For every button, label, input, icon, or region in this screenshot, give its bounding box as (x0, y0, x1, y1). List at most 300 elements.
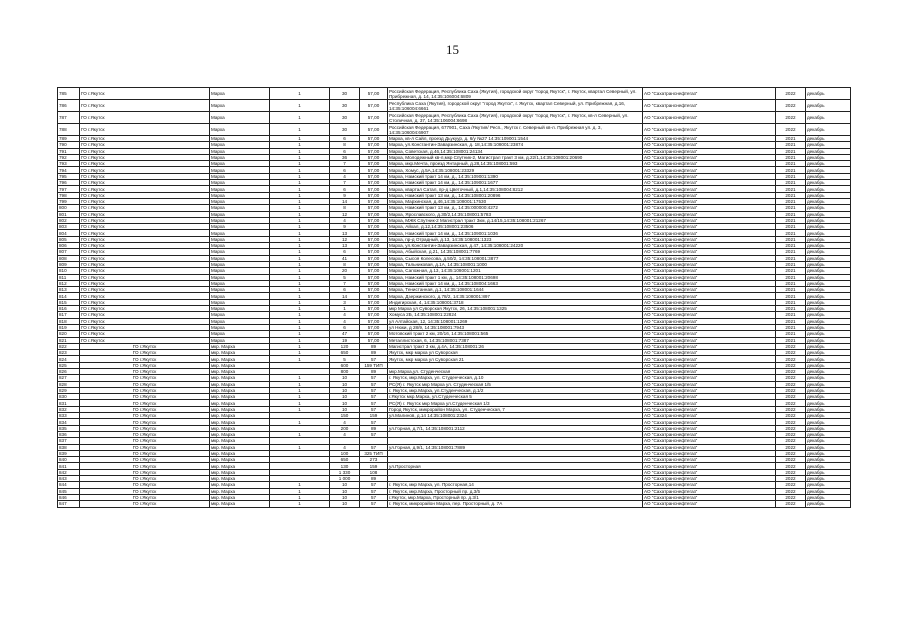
cell-organization: АО "Сахатранснефтегаз" (643, 331, 776, 337)
cell-diameter: 57 (360, 406, 388, 412)
cell-address: Марха, Намский тракт 13 км, д., 14:35:000000:4272 (388, 205, 643, 211)
cell-length: 4 (330, 312, 360, 318)
cell-address: Марха, Тальниковая, д.1А, 14:35:108001:1000 (388, 261, 643, 267)
cell-address: Мотовский тракт 2 км, 20/16, 14:35:108001:565 (388, 331, 643, 337)
cell-length: 7 (330, 161, 360, 167)
cell-month: декабрь (806, 124, 851, 136)
cell-address: Марха, квартал Сатал, пр-д Цветочный, д.1,14:35:108004:8212 (388, 186, 643, 192)
cell-length: 8 (330, 261, 360, 267)
cell-territory: ГО г.Якутск (80, 230, 210, 236)
cell-row-number: 815 (58, 299, 80, 305)
cell-row-number: 835 (58, 425, 80, 431)
cell-territory: ГО г.Якутск (80, 368, 210, 374)
cell-row-number: 803 (58, 224, 80, 230)
cell-inputs-count: 1 (270, 142, 330, 148)
cell-territory: ГО г.Якутск (80, 450, 210, 456)
cell-organization: АО "Сахатранснефтегаз" (643, 268, 776, 274)
cell-diameter: 57,00 (360, 161, 388, 167)
cell-territory: ГО г.Якутск (80, 100, 210, 112)
cell-diameter: 57 (360, 494, 388, 500)
cell-address: ул Алтайская, 12, 14:35:108001:1269 (388, 318, 643, 324)
cell-diameter: 57,00 (360, 88, 388, 100)
cell-territory: ГО г.Якутск (80, 198, 210, 204)
cell-year: 2021 (776, 331, 806, 337)
cell-organization: АО "Сахатранснефтегаз" (643, 255, 776, 261)
cell-row-number: 832 (58, 406, 80, 412)
cell-length: 13 (330, 243, 360, 249)
cell-address: Марха, Сапожная, д.13, 14:35:108001:1201 (388, 268, 643, 274)
cell-year: 2021 (776, 318, 806, 324)
cell-settlement: Марха (210, 299, 270, 305)
cell-inputs-count: 1 (270, 287, 330, 293)
cell-inputs-count: 1 (270, 224, 330, 230)
cell-length: 6 (330, 167, 360, 173)
cell-territory: ГО г.Якутск (80, 501, 210, 507)
table-row (58, 501, 851, 507)
cell-year: 2021 (776, 243, 806, 249)
cell-length: 10 (330, 488, 360, 494)
cell-territory: ГО г.Якутск (80, 205, 210, 211)
cell-inputs-count: 1 (270, 198, 330, 204)
cell-length: 10 (330, 501, 360, 507)
cell-year: 2022 (776, 394, 806, 400)
cell-settlement: мкр. Марха (210, 457, 270, 463)
cell-territory: ГО г.Якутск (80, 142, 210, 148)
cell-year: 2022 (776, 494, 806, 500)
cell-month: декабрь (806, 198, 851, 204)
cell-organization: АО "Сахатранснефтегаз" (643, 406, 776, 412)
cell-row-number: 785 (58, 88, 80, 100)
cell-length: 41 (330, 255, 360, 261)
cell-organization: АО "Сахатранснефтегаз" (643, 324, 776, 330)
cell-diameter: 57,00 (360, 192, 388, 198)
cell-year: 2021 (776, 230, 806, 236)
cell-territory: ГО г.Якутск (80, 280, 210, 286)
cell-address: Республика Саха (Якутия), городской округ "город Якутск", г. Якутск, квартал Северный, ул. Прибрежная, д.16, 14:35:106004:6661 (388, 100, 643, 112)
cell-year: 2021 (776, 299, 806, 305)
cell-year: 2021 (776, 280, 806, 286)
cell-month: декабрь (806, 482, 851, 488)
cell-year: 2021 (776, 205, 806, 211)
cell-inputs-count: 1 (270, 148, 330, 154)
cell-month: декабрь (806, 368, 851, 374)
cell-inputs-count: 1 (270, 482, 330, 488)
cell-territory: ГО г.Якутск (80, 306, 210, 312)
cell-address: Марха, Хомус, д.5А,14:35:108001:23329 (388, 167, 643, 173)
cell-organization: АО "Сахатранснефтегаз" (643, 419, 776, 425)
cell-month: декабрь (806, 450, 851, 456)
cell-row-number: 801 (58, 211, 80, 217)
cell-month: декабрь (806, 494, 851, 500)
cell-row-number: 814 (58, 293, 80, 299)
cell-organization: АО "Сахатранснефтегаз" (643, 217, 776, 223)
cell-row-number: 812 (58, 280, 80, 286)
cell-year: 2021 (776, 293, 806, 299)
cell-organization: АО "Сахатранснефтегаз" (643, 173, 776, 179)
cell-length: 12 (330, 211, 360, 217)
cell-month: декабрь (806, 255, 851, 261)
cell-diameter: 89 (360, 425, 388, 431)
cell-settlement: Марха (210, 88, 270, 100)
cell-diameter: 57,00 (360, 299, 388, 305)
cell-length: 200 (330, 425, 360, 431)
cell-organization: АО "Сахатранснефтегаз" (643, 230, 776, 236)
cell-territory: ГО г.Якутск (80, 224, 210, 230)
cell-address: мкр Марха ул Суворская Якутск, 26, 14:35:108001:1325 (388, 306, 643, 312)
cell-address: ул.Горная, д.7/1, 14:35:108001:2112 (388, 425, 643, 431)
cell-row-number: 804 (58, 230, 80, 236)
cell-diameter: 57 (360, 482, 388, 488)
cell-territory: ГО г.Якутск (80, 88, 210, 100)
cell-settlement: Марха (210, 224, 270, 230)
cell-territory: ГО г.Якутск (80, 274, 210, 280)
cell-length: 600 (330, 362, 360, 368)
cell-row-number: 834 (58, 419, 80, 425)
cell-year: 2022 (776, 368, 806, 374)
cell-territory: ГО г.Якутск (80, 343, 210, 349)
cell-row-number: 838 (58, 444, 80, 450)
cell-address: Марха, ул.Константин-Заварзинская, д.47, 14:35:108001:24220 (388, 243, 643, 249)
cell-address: Российская Федерация, Республика Саха (Якутия), городской округ "город Якутск", г. Якутск, квартал Северный, ул. Прибрежная, д. 14, 14:35:106004:6809 (388, 88, 643, 100)
gas-connections-table (57, 87, 851, 508)
cell-row-number: 827 (58, 375, 80, 381)
cell-address: Марха, Намский тракт 14 км, д., 14:35:108004:1663 (388, 280, 643, 286)
cell-organization: АО "Сахатранснефтегаз" (643, 476, 776, 482)
cell-address: г. Якутск, мкр.Марха, ул.Студенческая, д.1/2 (388, 387, 643, 393)
cell-address: Марха, пр-д Отрадный, д.13, 14:35:108001:1323 (388, 236, 643, 242)
cell-month: декабрь (806, 280, 851, 286)
cell-month: декабрь (806, 406, 851, 412)
cell-month: декабрь (806, 173, 851, 179)
cell-month: декабрь (806, 381, 851, 387)
cell-year: 2022 (776, 88, 806, 100)
cell-month: декабрь (806, 375, 851, 381)
cell-length: 4 (330, 173, 360, 179)
cell-diameter: 57,00 (360, 112, 388, 124)
cell-year: 2022 (776, 356, 806, 362)
cell-year: 2021 (776, 211, 806, 217)
cell-row-number: 823 (58, 350, 80, 356)
cell-address: Марха, Намский тракт 13 км, д., 14:35:108001:20896 (388, 192, 643, 198)
cell-month: декабрь (806, 438, 851, 444)
cell-year: 2022 (776, 362, 806, 368)
cell-organization: АО "Сахатранснефтегаз" (643, 501, 776, 507)
table-row (58, 112, 851, 124)
cell-row-number: 810 (58, 268, 80, 274)
cell-month: декабрь (806, 100, 851, 112)
cell-settlement: Марха (210, 124, 270, 136)
cell-inputs-count: 1 (270, 167, 330, 173)
cell-address: Якутск, мкр марха ул Суворская (388, 350, 643, 356)
cell-settlement: мкр. Марха (210, 356, 270, 362)
cell-address: Марха, Намский тракт 14 км, д., 14:35:109001:1036 (388, 230, 643, 236)
cell-territory: ГО г.Якутск (80, 413, 210, 419)
cell-territory: ГО г.Якутск (80, 337, 210, 343)
cell-length: 120 (330, 343, 360, 349)
cell-territory: ГО г.Якутск (80, 463, 210, 469)
cell-diameter: 89 (360, 343, 388, 349)
cell-row-number: 824 (58, 356, 80, 362)
cell-inputs-count: 1 (270, 306, 330, 312)
cell-inputs-count: 1 (270, 324, 330, 330)
table-body (58, 88, 851, 508)
cell-month: декабрь (806, 142, 851, 148)
cell-territory: ГО г.Якутск (80, 362, 210, 368)
cell-address: Металлистская, 6, 14:35:108001:7387 (388, 337, 643, 343)
cell-settlement: мкр. Марха (210, 482, 270, 488)
cell-territory: ГО г.Якутск (80, 318, 210, 324)
cell-address: Марха, Намский тракт 1 км, д., 14:35:108001:20698 (388, 274, 643, 280)
cell-address: Марха, Намский тракт 14 км, д., 14:35:109001:1677 (388, 180, 643, 186)
cell-diameter: 57,00 (360, 198, 388, 204)
cell-diameter: 57,00 (360, 124, 388, 136)
cell-diameter: 89 (360, 476, 388, 482)
cell-length: 100 (330, 450, 360, 456)
cell-year: 2021 (776, 306, 806, 312)
cell-length: 4 (330, 217, 360, 223)
cell-year: 2021 (776, 186, 806, 192)
cell-length: 10 (330, 394, 360, 400)
cell-diameter: 57,00 (360, 274, 388, 280)
cell-settlement: мкр. Марха (210, 375, 270, 381)
cell-row-number: 795 (58, 173, 80, 179)
cell-settlement: мкр. Марха (210, 362, 270, 368)
cell-address: ул Нюки, д 28/9, 14:35:108001:7943 (388, 324, 643, 330)
cell-month: декабрь (806, 205, 851, 211)
cell-month: декабрь (806, 293, 851, 299)
cell-settlement: Марха (210, 148, 270, 154)
cell-row-number: 820 (58, 331, 80, 337)
cell-inputs-count: 1 (270, 381, 330, 387)
cell-month: декабрь (806, 167, 851, 173)
cell-row-number: 793 (58, 161, 80, 167)
cell-row-number: 828 (58, 381, 80, 387)
cell-row-number: 817 (58, 312, 80, 318)
cell-month: декабрь (806, 394, 851, 400)
cell-inputs-count: 1 (270, 211, 330, 217)
cell-organization: АО "Сахатранснефтегаз" (643, 368, 776, 374)
cell-row-number: 797 (58, 186, 80, 192)
cell-month: декабрь (806, 318, 851, 324)
cell-address: ул.Малинов, д.14 14:35:108001:2324 (388, 413, 643, 419)
cell-organization: АО "Сахатранснефтегаз" (643, 100, 776, 112)
cell-diameter: 57,00 (360, 224, 388, 230)
cell-address: г.Якутск мкр.Марха, ул.Студенческая 5 (388, 394, 643, 400)
cell-length: 800 (330, 368, 360, 374)
cell-row-number: 839 (58, 450, 80, 456)
cell-territory: ГО г.Якутск (80, 312, 210, 318)
cell-diameter: 57 (360, 375, 388, 381)
cell-length: 4 (330, 431, 360, 437)
cell-territory: ГО г.Якутск (80, 299, 210, 305)
cell-territory: ГО г.Якутск (80, 192, 210, 198)
cell-diameter: 57,00 (360, 217, 388, 223)
cell-settlement: мкр. Марха (210, 444, 270, 450)
cell-organization: АО "Сахатранснефтегаз" (643, 142, 776, 148)
cell-territory: ГО г.Якутск (80, 331, 210, 337)
cell-year: 2021 (776, 148, 806, 154)
cell-inputs-count: 1 (270, 494, 330, 500)
cell-settlement: Марха (210, 261, 270, 267)
cell-diameter: 57 (360, 400, 388, 406)
cell-row-number: 840 (58, 457, 80, 463)
cell-address: Марха, Сысоя Колесова, д.50/2, 14:35:108001:3877 (388, 255, 643, 261)
cell-month: декабрь (806, 112, 851, 124)
cell-row-number: 789 (58, 136, 80, 142)
cell-settlement: мкр. Марха (210, 400, 270, 406)
cell-inputs-count: 1 (270, 318, 330, 324)
cell-inputs-count: 1 (270, 387, 330, 393)
cell-organization: АО "Сахатранснефтегаз" (643, 280, 776, 286)
cell-diameter: 159 ТИП (360, 362, 388, 368)
cell-row-number: 831 (58, 400, 80, 406)
cell-settlement: мкр. Марха (210, 469, 270, 475)
cell-year: 2021 (776, 337, 806, 343)
cell-year: 2021 (776, 249, 806, 255)
cell-year: 2022 (776, 463, 806, 469)
cell-address: Марха, Советская, д.46,14:35:108001:24134 (388, 148, 643, 154)
cell-territory: ГО г.Якутск (80, 180, 210, 186)
cell-organization: АО "Сахатранснефтегаз" (643, 488, 776, 494)
cell-diameter: 325 ТИП (360, 450, 388, 456)
cell-organization: АО "Сахатранснефтегаз" (643, 261, 776, 267)
cell-territory: ГО г.Якутск (80, 457, 210, 463)
cell-row-number: 792 (58, 154, 80, 160)
cell-month: декабрь (806, 463, 851, 469)
cell-diameter: 57 (360, 381, 388, 387)
cell-inputs-count: 1 (270, 431, 330, 437)
cell-diameter: 57,00 (360, 211, 388, 217)
cell-organization: АО "Сахатранснефтегаз" (643, 124, 776, 136)
cell-month: декабрь (806, 425, 851, 431)
cell-length: 150 (330, 413, 360, 419)
cell-diameter: 57,00 (360, 154, 388, 160)
cell-month: декабрь (806, 136, 851, 142)
cell-diameter: 57,00 (360, 268, 388, 274)
cell-year: 2021 (776, 287, 806, 293)
cell-month: декабрь (806, 287, 851, 293)
cell-address: г.Якутск, мкр.Марха, Просторный пр. д.3/1 (388, 494, 643, 500)
cell-inputs-count: 1 (270, 100, 330, 112)
cell-inputs-count: 1 (270, 501, 330, 507)
cell-length: 9 (330, 192, 360, 198)
cell-organization: АО "Сахатранснефтегаз" (643, 438, 776, 444)
cell-address: РС(Я) г. Якутск мкр Марха ул.Студенческая 1/3 (388, 400, 643, 406)
cell-row-number: 791 (58, 148, 80, 154)
cell-organization: АО "Сахатранснефтегаз" (643, 136, 776, 142)
page-number: 15 (446, 42, 459, 57)
cell-territory: ГО г.Якутск (80, 356, 210, 362)
cell-organization: АО "Сахатранснефтегаз" (643, 180, 776, 186)
cell-month: декабрь (806, 501, 851, 507)
cell-address: Марха, Айхал, д.12,14:35:108001:23506 (388, 224, 643, 230)
cell-territory: ГО г.Якутск (80, 236, 210, 242)
cell-address: Марха, Тенистанная, д.1, 14:35:108001:1644 (388, 287, 643, 293)
cell-inputs-count: 1 (270, 205, 330, 211)
cell-length: 10 (330, 400, 360, 406)
cell-diameter: 57 (360, 501, 388, 507)
cell-organization: АО "Сахатранснефтегаз" (643, 293, 776, 299)
cell-organization: АО "Сахатранснефтегаз" (643, 469, 776, 475)
cell-territory: ГО г.Якутск (80, 394, 210, 400)
cell-organization: АО "Сахатранснефтегаз" (643, 236, 776, 242)
cell-diameter: 57,00 (360, 306, 388, 312)
cell-row-number: 806 (58, 243, 80, 249)
cell-territory: ГО г.Якутск (80, 211, 210, 217)
cell-year: 2022 (776, 488, 806, 494)
cell-month: декабрь (806, 192, 851, 198)
cell-address: ул.Горная, д.9/1, 14:35:108001:7889 (388, 444, 643, 450)
cell-territory: ГО г.Якутск (80, 136, 210, 142)
cell-length: 19 (330, 337, 360, 343)
cell-month: декабрь (806, 324, 851, 330)
cell-settlement: мкр. Марха (210, 381, 270, 387)
cell-territory: ГО г.Якутск (80, 482, 210, 488)
cell-year: 2022 (776, 387, 806, 393)
cell-diameter: 57,00 (360, 243, 388, 249)
cell-settlement: мкр. Марха (210, 463, 270, 469)
cell-settlement: Марха (210, 337, 270, 343)
cell-length: 5 (330, 356, 360, 362)
cell-organization: АО "Сахатранснефтегаз" (643, 312, 776, 318)
cell-length: 10 (330, 387, 360, 393)
cell-year: 2022 (776, 406, 806, 412)
cell-row-number: 819 (58, 324, 80, 330)
cell-organization: АО "Сахатранснефтегаз" (643, 482, 776, 488)
cell-row-number: 837 (58, 438, 80, 444)
cell-inputs-count: 1 (270, 255, 330, 261)
cell-length: 8 (330, 142, 360, 148)
cell-settlement: Марха (210, 280, 270, 286)
cell-year: 2021 (776, 261, 806, 267)
cell-year: 2022 (776, 343, 806, 349)
cell-month: декабрь (806, 217, 851, 223)
cell-diameter: 57,00 (360, 287, 388, 293)
cell-territory: ГО г.Якутск (80, 425, 210, 431)
cell-inputs-count: 1 (270, 293, 330, 299)
cell-settlement: Марха (210, 312, 270, 318)
cell-organization: АО "Сахатранснефтегаз" (643, 186, 776, 192)
cell-organization: АО "Сахатранснефтегаз" (643, 211, 776, 217)
cell-organization: АО "Сахатранснефтегаз" (643, 450, 776, 456)
cell-settlement: Марха (210, 293, 270, 299)
cell-diameter: 57 (360, 444, 388, 450)
cell-territory: ГО г.Якутск (80, 148, 210, 154)
cell-address: Индигирская, 4, 14:35:108001:3718 (388, 299, 643, 305)
cell-year: 2021 (776, 136, 806, 142)
cell-year: 2022 (776, 501, 806, 507)
cell-settlement: Марха (210, 136, 270, 142)
cell-territory: ГО г.Якутск (80, 173, 210, 179)
cell-year: 2022 (776, 438, 806, 444)
cell-length: 30 (330, 112, 360, 124)
cell-year: 2021 (776, 142, 806, 148)
cell-address: Магистрал тракт 3 км, д.4А, 14:35:108001:26 (388, 343, 643, 349)
cell-month: декабрь (806, 243, 851, 249)
cell-territory: ГО г.Якутск (80, 469, 210, 475)
cell-length: 650 (330, 457, 360, 463)
cell-year: 2021 (776, 236, 806, 242)
cell-row-number: 802 (58, 217, 80, 223)
cell-year: 2021 (776, 255, 806, 261)
cell-territory: ГО г.Якутск (80, 261, 210, 267)
cell-length: 3 (330, 299, 360, 305)
cell-row-number: 790 (58, 142, 80, 148)
cell-settlement: мкр. Марха (210, 476, 270, 482)
cell-length: 4 (330, 318, 360, 324)
cell-month: декабрь (806, 154, 851, 160)
cell-month: декабрь (806, 249, 851, 255)
